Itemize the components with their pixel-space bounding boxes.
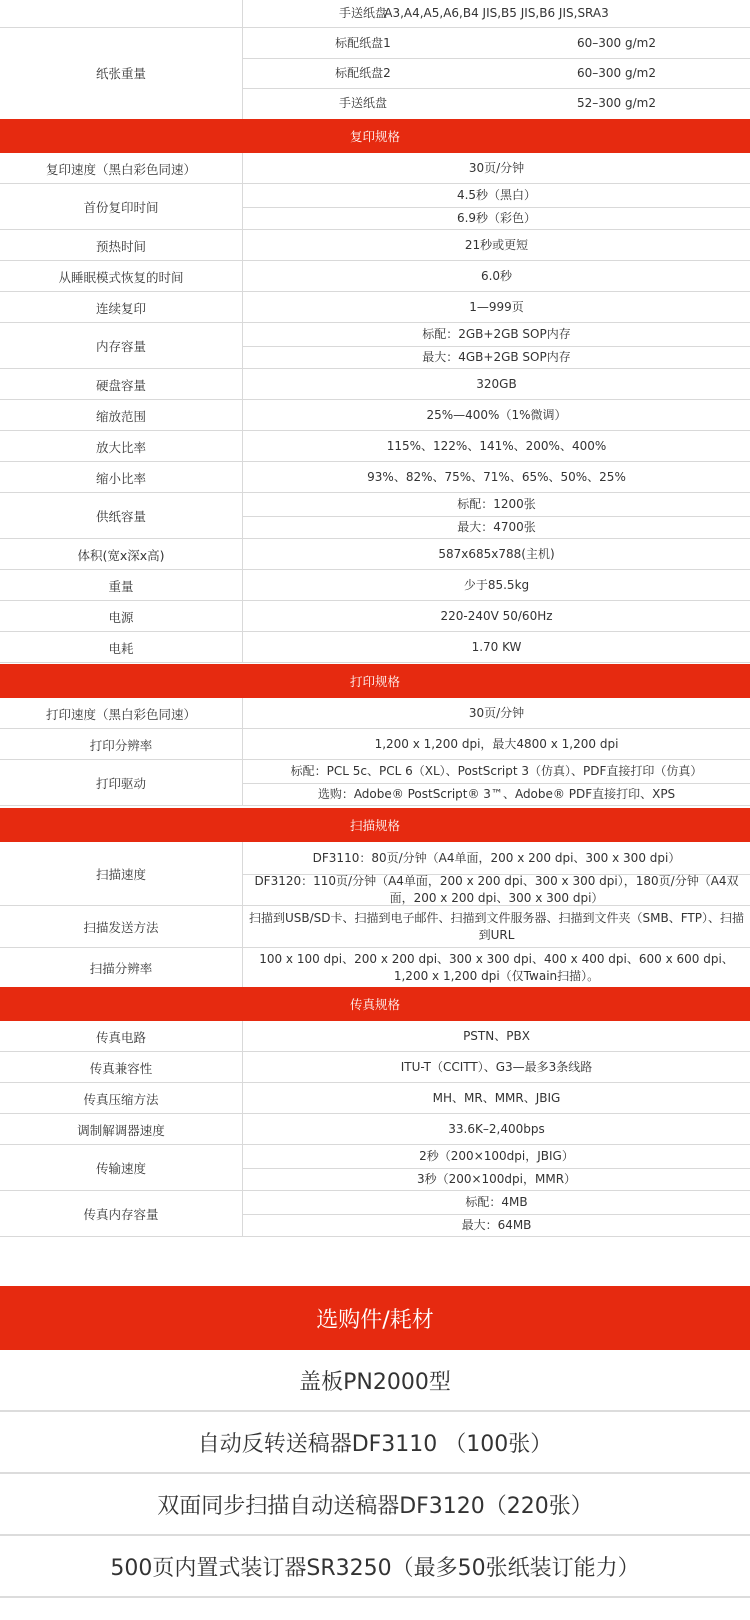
spec-value: 标配：PCL 5c、PCL 6（XL）、PostScript 3（仿真）、PDF直接打印（仿真）: [290, 764, 703, 778]
spec-value: 33.6K–2,400bps: [448, 1122, 545, 1136]
spec-label: 传输速度: [95, 1161, 146, 1176]
spec-label: 首份复印时间: [83, 200, 159, 215]
spec-value: 6.0秒: [480, 269, 513, 283]
spec-label: 调制解调器速度: [77, 1122, 165, 1138]
section-header: 打印规格: [0, 664, 750, 698]
spec-value: 标配：4MB: [465, 1195, 528, 1209]
spec-label: 体积(宽x深x高): [77, 547, 165, 563]
spec-value: 93%、82%、75%、71%、65%、50%、25%: [367, 470, 626, 484]
spec-value: 少于85.5kg: [463, 578, 530, 592]
spec-value: 1,200 x 1,200 dpi，最大4800 x 1,200 dpi: [374, 737, 619, 751]
spec-value: 30页/分钟: [468, 161, 525, 175]
spec-value: 扫描到USB/SD卡、扫描到电子邮件、扫描到文件服务器、扫描到文件夹（SMB、FTP）、扫描到URL: [249, 911, 744, 942]
spec-value: 60–300 g/m2: [577, 35, 656, 50]
spec-value: 6.9秒（彩色）: [456, 211, 537, 225]
divider: [0, 662, 750, 663]
spec-label: 缩放范围: [95, 408, 146, 424]
spec-value: 587x685x788(主机): [438, 547, 555, 561]
spec-value: 320GB: [476, 377, 517, 391]
column-divider: [242, 698, 243, 806]
spec-value: 1—999页: [469, 300, 524, 314]
spec-label: 扫描速度: [95, 867, 146, 882]
spec-value: A3,A4,A5,A6,B4 JIS,B5 JIS,B6 JIS,SRA3: [384, 6, 609, 20]
spec-label: 缩小比率: [95, 470, 146, 486]
spec-label: 重量: [108, 578, 134, 594]
spec-value: 4.5秒（黑白）: [456, 188, 537, 202]
spec-value: 2秒（200×100dpi，JBIG）: [419, 1149, 574, 1163]
spec-value: 21秒或更短: [464, 238, 529, 252]
spec-label: 传真兼容性: [89, 1060, 153, 1076]
divider: [0, 1236, 750, 1237]
option-item: 自动反转送稿器DF3110 （100张）: [0, 1412, 750, 1472]
spec-subvalue: 标配纸盘2: [335, 65, 391, 80]
spec-subvalue: 标配纸盘1: [335, 35, 391, 50]
spec-label: 内存容量: [95, 339, 146, 354]
spec-label: 扫描发送方法: [83, 920, 159, 935]
spec-label: 复印速度（黑白彩色同速）: [45, 161, 196, 177]
divider: [0, 805, 750, 806]
column-divider: [242, 1021, 243, 1237]
column-divider: [242, 842, 243, 988]
column-divider: [242, 0, 243, 27]
spec-value: MH、MR、MMR、JBIG: [432, 1091, 561, 1105]
spec-value: 60–300 g/m2: [577, 65, 656, 80]
spec-value: 选购：Adobe® PostScript® 3™、Adobe® PDF直接打印、XPS: [317, 787, 676, 801]
spec-label: 从睡眠模式恢复的时间: [58, 269, 184, 285]
spec-label: 纸张重量: [95, 66, 146, 81]
spec-label: 传真电路: [95, 1029, 146, 1045]
spec-subvalue: 手送纸盘: [338, 6, 387, 20]
spec-value: 最大：4GB+2GB SOP内存: [422, 350, 571, 364]
options-header: [0, 1286, 750, 1350]
spec-value: 1.70 KW: [471, 640, 522, 654]
spec-value: 52–300 g/m2: [577, 95, 656, 110]
spec-value: DF3110：80页/分钟（A4单面，200 x 200 dpi、300 x 300 dpi）: [312, 850, 681, 865]
spec-value: ITU-T（CCITT）、G3—最多3条线路: [400, 1060, 593, 1074]
spec-value: 标配：1200张: [457, 497, 536, 511]
option-item: 双面同步扫描自动送稿器DF3120（220张）: [0, 1474, 750, 1534]
spec-value: DF3120：110页/分钟（A4单面，200 x 200 dpi、300 x 300 dpi），180页/分钟（A4双面，200 x 200 dpi、300 x 300 dpi）: [254, 874, 739, 905]
section-header: 传真规格: [0, 987, 750, 1021]
spec-label: 电源: [108, 609, 134, 625]
option-item: 盖板PN2000型: [0, 1350, 750, 1410]
spec-label: 放大比率: [95, 439, 146, 455]
spec-value: PSTN、PBX: [463, 1029, 530, 1043]
spec-label: 供纸容量: [95, 509, 146, 524]
spec-label: 连续复印: [95, 300, 146, 316]
spec-label: 打印速度（黑白彩色同速）: [45, 706, 196, 722]
spec-value: 标配：2GB+2GB SOP内存: [422, 327, 571, 341]
spec-label: 打印驱动: [95, 776, 146, 791]
options-title: 选购件/耗材: [316, 1307, 434, 1333]
option-item: 500页内置式装订器SR3250（最多50张纸装订能力）: [0, 1536, 750, 1596]
spec-subvalue: 手送纸盘: [338, 95, 387, 110]
section-header: 扫描规格: [0, 808, 750, 842]
spec-value: 100 x 100 dpi、200 x 200 dpi、300 x 300 dpi、400 x 400 dpi、600 x 600 dpi、1,200 x 1,200 dpi（仅Twain扫描）。: [259, 952, 734, 983]
spec-label: 硬盘容量: [95, 377, 146, 393]
spec-value: 25%—400%（1%微调）: [426, 408, 567, 422]
spec-label: 传真压缩方法: [83, 1091, 159, 1107]
spec-value: 3秒（200×100dpi，MMR）: [416, 1172, 577, 1186]
spec-label: 预热时间: [95, 238, 146, 254]
spec-label: 电耗: [108, 640, 134, 656]
spec-value: 115%、122%、141%、200%、400%: [386, 439, 607, 453]
spec-label: 传真内存容量: [83, 1207, 159, 1222]
divider: [0, 1596, 750, 1598]
column-divider: [242, 153, 243, 663]
spec-value: 220-240V 50/60Hz: [440, 609, 553, 623]
spec-label: 打印分辨率: [89, 737, 153, 753]
spec-label: 扫描分辨率: [89, 961, 153, 976]
section-header: 复印规格: [0, 119, 750, 153]
spec-value: 最大：4700张: [457, 520, 536, 534]
spec-value: 30页/分钟: [468, 706, 525, 720]
spec-value: 最大：64MB: [461, 1218, 532, 1232]
